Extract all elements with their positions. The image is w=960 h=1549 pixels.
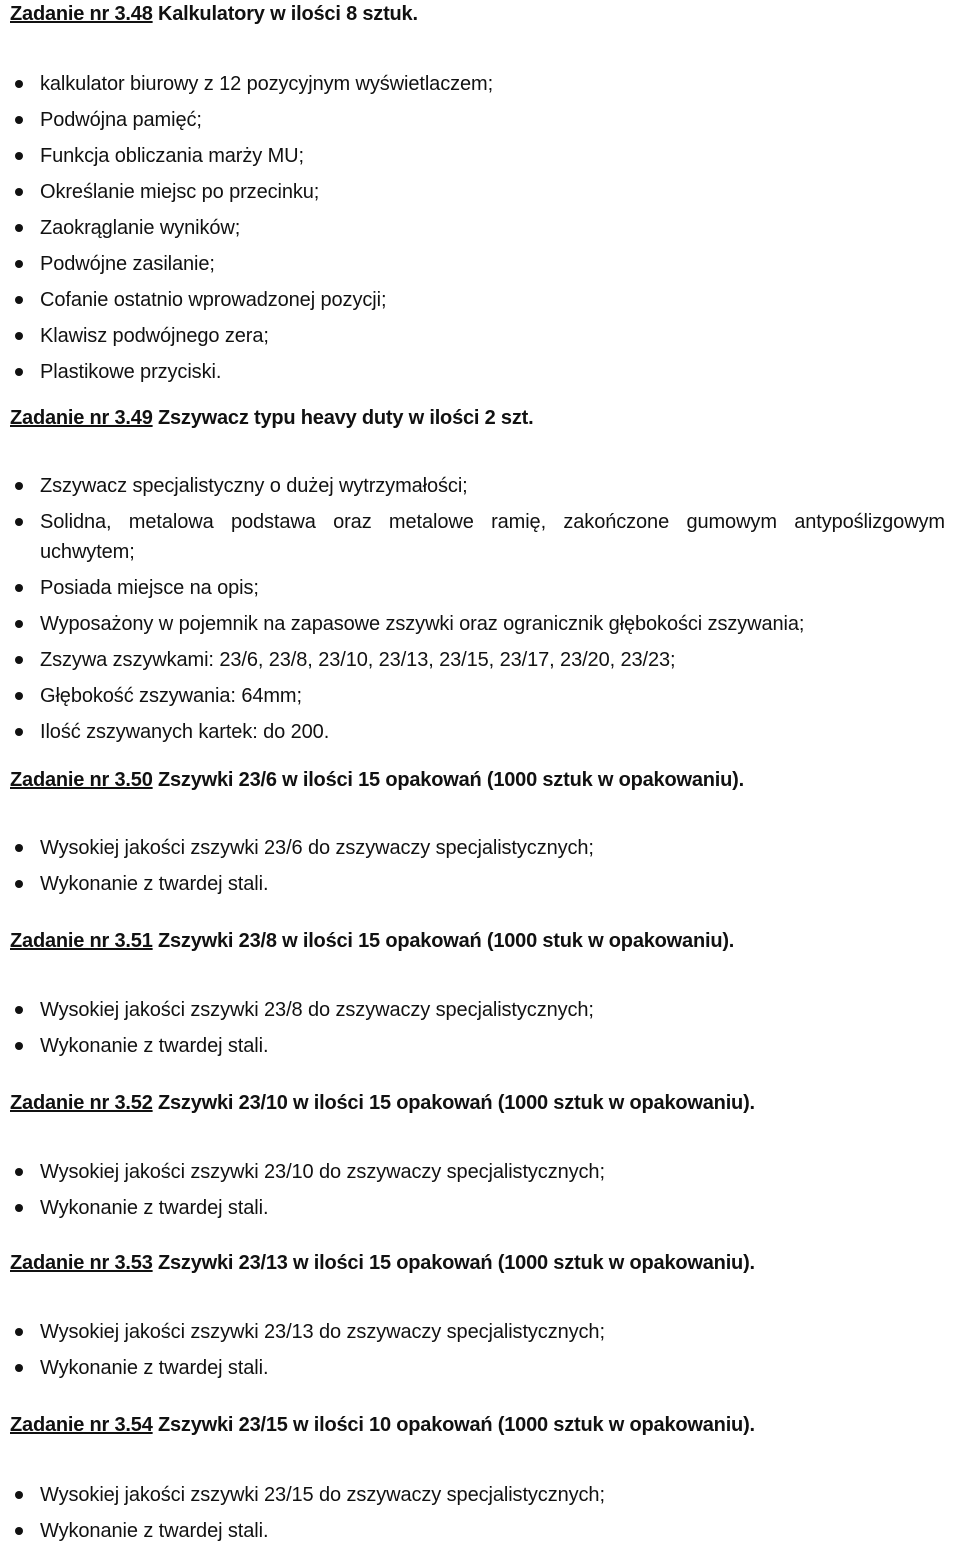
section-heading [10,1413,960,1437]
list-item: Posiada miejsce na opis; [10,570,960,606]
section-title: Kalkulatory w ilości 8 sztuk. [157,3,418,25]
section-title: Zszywki 23/8 w ilości 15 opakowań (1000 stuk w opakowaniu). [157,930,735,952]
list-item: Podwójna pamięć; [10,102,960,138]
section-heading [10,1091,960,1115]
bullet-icon [15,332,23,340]
bullet-icon [15,1491,23,1499]
list-item: Solidna, metalowa podstawa oraz metalowe ramię, zakończone gumowym antypoślizgowym uchwytem; [10,504,945,570]
list-item: Wyposażony w pojemnik na zapasowe zszywki oraz ogranicznik głębokości zszywania; [10,606,960,642]
section-3-50 [10,768,960,902]
bullet-icon [15,116,23,124]
list-item: Wykonanie z twardej stali. [10,1190,960,1226]
list-item: Wysokiej jakości zszywki 23/13 do zszywaczy specjalistycznych; [10,1314,960,1350]
bullet-icon [15,482,23,490]
list-item: Wysokiej jakości zszywki 23/15 do zszywaczy specjalistycznych; [10,1477,960,1513]
section-number: Zadanie nr 3.52 [10,1092,153,1114]
list-item: Cofanie ostatnio wprowadzonej pozycji; [10,282,960,318]
section-number: Zadanie nr 3.50 [10,769,153,791]
bullet-icon [15,656,23,664]
bullet-list [10,1314,960,1386]
bullet-icon [15,1042,23,1050]
bullet-list [10,1477,960,1549]
bullet-icon [15,1006,23,1014]
bullet-list [10,992,960,1064]
section-heading [10,2,960,26]
bullet-icon [15,1168,23,1176]
list-item: Ilość zszywanych kartek: do 200. [10,714,960,750]
section-3-48 [10,2,960,390]
bullet-icon [15,584,23,592]
list-item: kalkulator biurowy z 12 pozycyjnym wyświetlaczem; [10,66,960,102]
list-item: Wysokiej jakości zszywki 23/6 do zszywaczy specjalistycznych; [10,830,960,866]
list-item: Wykonanie z twardej stali. [10,1028,960,1064]
section-3-53 [10,1251,960,1386]
section-3-54 [10,1413,960,1549]
list-item: Plastikowe przyciski. [10,354,960,390]
bullet-icon [15,368,23,376]
bullet-list [10,1154,960,1226]
bullet-icon [15,1204,23,1212]
bullet-icon [15,518,23,526]
bullet-icon [15,260,23,268]
bullet-icon [15,1364,23,1372]
section-3-52 [10,1091,960,1226]
section-number: Zadanie nr 3.51 [10,930,153,952]
list-item: Zszywacz specjalistyczny o dużej wytrzymałości; [10,468,960,504]
list-item: Wykonanie z twardej stali. [10,1350,960,1386]
bullet-icon [15,1527,23,1535]
section-3-49 [10,406,960,750]
bullet-icon [15,188,23,196]
list-item: Głębokość zszywania: 64mm; [10,678,960,714]
bullet-icon [15,1328,23,1336]
section-heading [10,768,960,792]
bullet-icon [15,692,23,700]
bullet-icon [15,80,23,88]
section-heading [10,406,960,430]
section-title: Zszywacz typu heavy duty w ilości 2 szt. [157,407,534,429]
bullet-list [10,468,960,750]
list-item: Funkcja obliczania marży MU; [10,138,960,174]
section-heading [10,929,960,953]
bullet-icon [15,728,23,736]
bullet-icon [15,880,23,888]
bullet-icon [15,152,23,160]
list-item: Wysokiej jakości zszywki 23/8 do zszywaczy specjalistycznych; [10,992,960,1028]
bullet-icon [15,296,23,304]
section-3-51 [10,929,960,1064]
section-title: Zszywki 23/10 w ilości 15 opakowań (1000 sztuk w opakowaniu). [157,1092,755,1114]
section-number: Zadanie nr 3.54 [10,1414,153,1436]
list-item: Wykonanie z twardej stali. [10,866,960,902]
list-item: Zszywa zszywkami: 23/6, 23/8, 23/10, 23/13, 23/15, 23/17, 23/20, 23/23; [10,642,960,678]
section-number: Zadanie nr 3.53 [10,1252,153,1274]
list-item: Wysokiej jakości zszywki 23/10 do zszywaczy specjalistycznych; [10,1154,960,1190]
bullet-list [10,66,960,390]
list-item: Określanie miejsc po przecinku; [10,174,960,210]
section-title: Zszywki 23/6 w ilości 15 opakowań (1000 sztuk w opakowaniu). [157,769,744,791]
list-item: Wykonanie z twardej stali. [10,1513,960,1549]
bullet-list [10,830,960,902]
bullet-icon [15,224,23,232]
list-item: Podwójne zasilanie; [10,246,960,282]
section-number: Zadanie nr 3.49 [10,407,153,429]
section-title: Zszywki 23/13 w ilości 15 opakowań (1000 sztuk w opakowaniu). [157,1252,755,1274]
bullet-icon [15,620,23,628]
section-heading [10,1251,960,1275]
bullet-icon [15,844,23,852]
section-number: Zadanie nr 3.48 [10,3,153,25]
list-item: Zaokrąglanie wyników; [10,210,960,246]
section-title: Zszywki 23/15 w ilości 10 opakowań (1000 sztuk w opakowaniu). [157,1414,755,1436]
list-item: Klawisz podwójnego zera; [10,318,960,354]
